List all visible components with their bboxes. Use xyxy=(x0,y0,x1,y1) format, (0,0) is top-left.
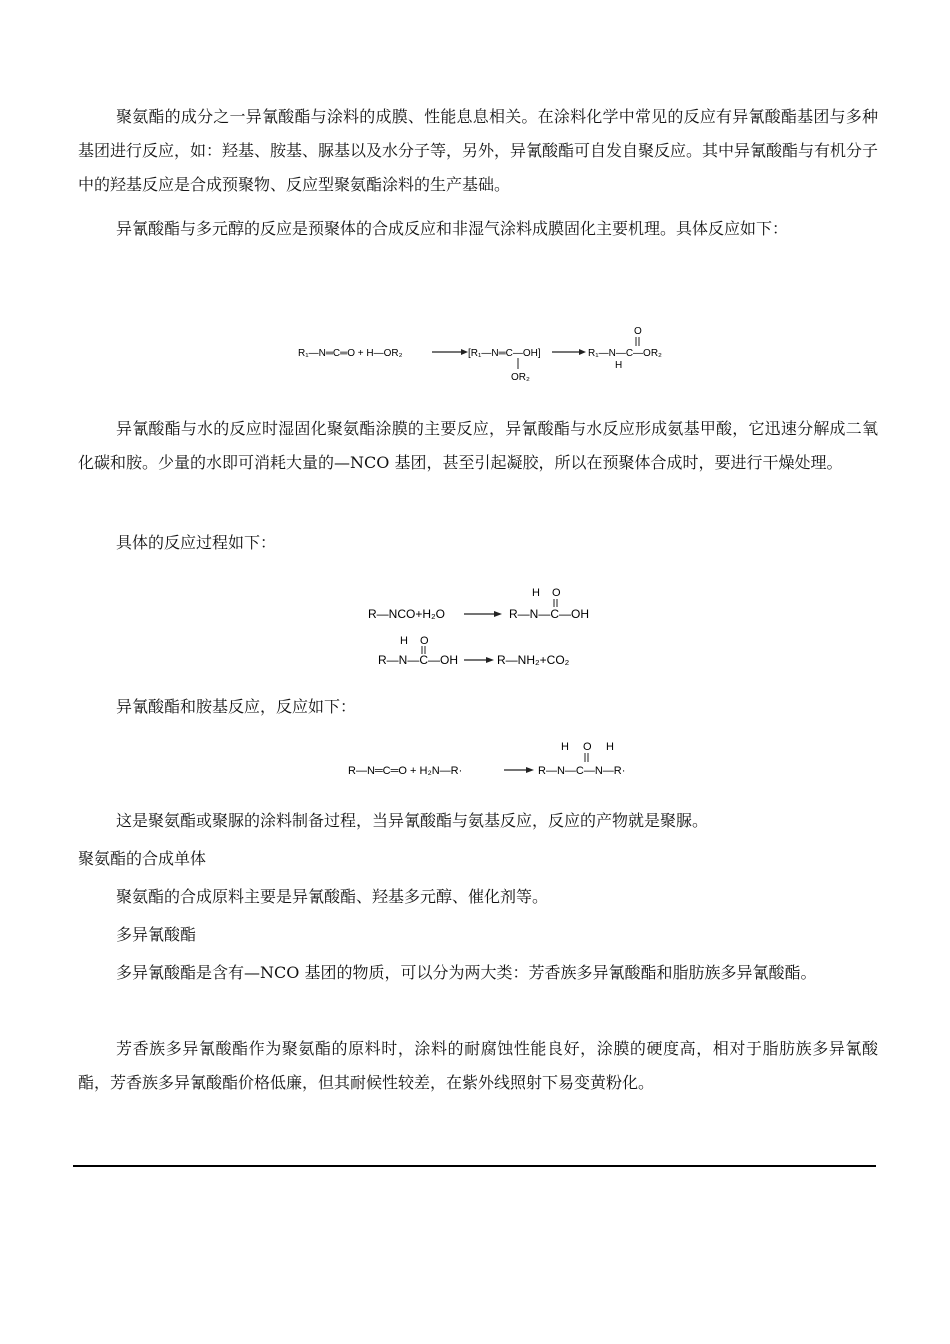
reaction3-product: R—N—C—N—R· xyxy=(538,765,626,777)
reaction-diagram-water xyxy=(366,582,606,677)
reaction2-arrowhead-2 xyxy=(486,657,494,663)
subheading-polyisocyanate: 多异氰酸酯 xyxy=(116,925,197,944)
reaction-amine-svg xyxy=(346,738,646,784)
reaction1-product-o: O xyxy=(634,326,642,337)
paragraph-polyurea: 这是聚氨酯或聚脲的涂料制备过程，当异氰酸酯与氨基反应，反应的产物就是聚脲。 xyxy=(116,811,709,830)
paragraph-water-reaction: 异氰酸酯与水的反应时湿固化聚氨酯涂膜的主要反应，异氰酸酯与水反应形成氨基甲酸，它迅速分解成二氧化碳和胺。少量的水即可消耗大量的—NCO 基团，甚至引起凝胶，所以在预聚体合成时，要进行干燥处理。 xyxy=(78,419,878,472)
paragraph-process-intro: 具体的反应过程如下： xyxy=(116,533,277,552)
reaction2-line2-reactant: R—N—C—OH xyxy=(378,653,458,667)
reaction2-line1-h: H xyxy=(532,587,540,599)
paragraph-isocyanate-intro: 聚氨酯的成分之一异氰酸酯与涂料的成膜、性能息息相关。在涂料化学中常见的反应有异氰酸酯基团与多种基团进行反应，如：羟基、胺基、脲基以及水分子等，另外，异氰酸酯可自发自聚反应。其中异氰酸酯与有机分子中的羟基反应是合成预聚物、反应型聚氨酯涂料的生产基础。 xyxy=(78,107,879,194)
reaction3-arrowhead xyxy=(526,767,534,773)
paragraph-amine-reaction-intro: 异氰酸酯和胺基反应，反应如下： xyxy=(116,697,357,716)
reaction1-reactants: R₁—N═C═O + H—OR₂ xyxy=(298,348,403,359)
reaction2-line1-reactants: R—NCO+H₂O xyxy=(368,607,445,621)
reaction-water-svg xyxy=(366,582,606,672)
paragraph-polyisocyanate-types: 多异氰酸酯是含有—NCO 基团的物质，可以分为两大类：芳香族多异氰酸酯和脂肪族多异氰酸酯。 xyxy=(116,963,817,982)
reaction1-intermediate: [R₁—N═C—OH] xyxy=(468,348,541,359)
reaction2-line1-o: O xyxy=(552,587,561,599)
reaction-diagram-alcohol xyxy=(296,322,686,389)
section-heading-monomers: 聚氨酯的合成单体 xyxy=(78,849,207,868)
reaction1-product-h: H xyxy=(615,360,623,371)
reaction1-product: R₁—N—C—OR₂ xyxy=(588,348,662,359)
paragraph-raw-materials: 聚氨酯的合成原料主要是异氰酸酯、羟基多元醇、催化剂等。 xyxy=(116,887,549,906)
reaction3-o: O xyxy=(583,741,592,753)
reaction1-arrowhead-2 xyxy=(579,349,586,355)
reaction3-reactants: R—N═C═O + H₂N—R· xyxy=(348,765,463,777)
reaction2-line2-o: O xyxy=(420,635,429,647)
reaction3-h1: H xyxy=(561,741,569,753)
reaction2-line2-product: R—NH₂+CO₂ xyxy=(497,653,570,667)
reaction-diagram-amine xyxy=(346,738,646,789)
reaction2-line1-product: R—N—C—OH xyxy=(509,607,589,621)
reaction1-arrowhead-1 xyxy=(461,349,468,355)
reaction3-h2: H xyxy=(606,741,614,753)
paragraph-aromatic-polyisocyanate: 芳香族多异氰酸酯作为聚氨酯的原料时，涂料的耐腐蚀性能良好，涂膜的硬度高，相对于脂肪族多异氰酸酯，芳香族多异氰酸酯价格低廉，但其耐候性较差，在紫外线照射下易变黄粉化。 xyxy=(78,1039,878,1092)
footer-divider xyxy=(73,1165,876,1167)
reaction1-intermediate-sub: OR₂ xyxy=(511,372,530,383)
paragraph-polyol-reaction: 异氰酸酯与多元醇的反应是预聚体的合成反应和非湿气涂料成膜固化主要机理。具体反应如下： xyxy=(116,219,789,238)
reaction2-line2-h: H xyxy=(400,635,408,647)
reaction-alcohol-svg xyxy=(296,322,686,384)
reaction2-arrowhead-1 xyxy=(494,611,502,617)
